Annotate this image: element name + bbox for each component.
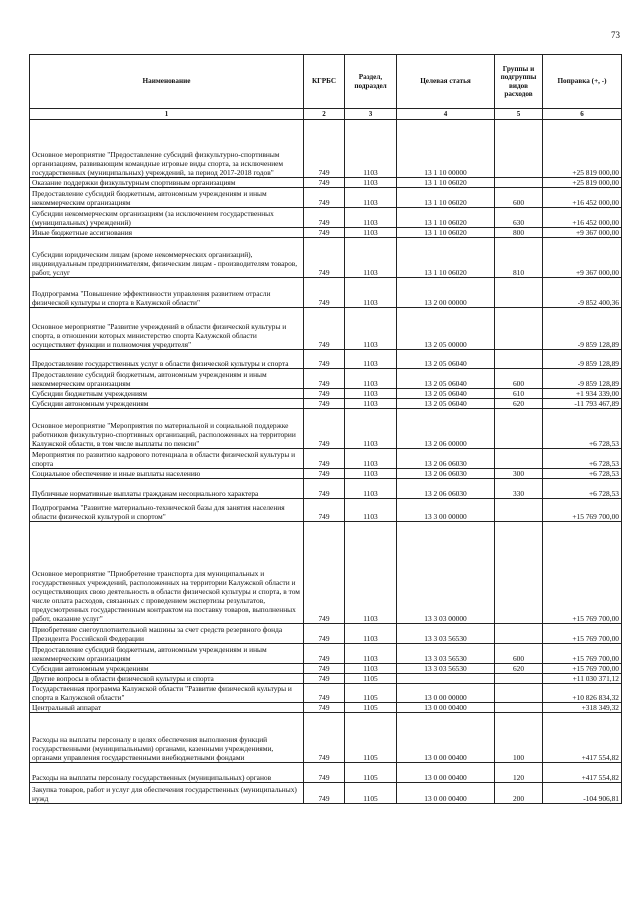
row-section: 1103 — [345, 522, 397, 624]
header-section: Раздел, подраздел — [345, 55, 397, 109]
budget-amendment-table — [29, 54, 622, 804]
row-section: 1103 — [345, 308, 397, 350]
table-row — [30, 499, 622, 522]
row-section: 1103 — [345, 278, 397, 308]
row-group — [495, 308, 543, 350]
row-section: 1103 — [345, 188, 397, 208]
row-kgrbs: 749 — [304, 308, 345, 350]
row-target: 13 0 00 00400 — [397, 703, 495, 713]
row-name: Предоставление субсидий бюджетным, автономным учреждениям и иным некоммерческим организациям — [30, 369, 304, 389]
row-name: Центральный аппарат — [30, 703, 304, 713]
table-row — [30, 369, 622, 389]
header-target: Целевая статья — [397, 55, 495, 109]
row-name: Предоставление субсидий бюджетным, автономным учреждениям и иным некоммерческим организациям — [30, 644, 304, 664]
row-group — [495, 703, 543, 713]
row-section: 1105 — [345, 713, 397, 763]
row-amount: +6 728,53 — [543, 469, 622, 479]
row-kgrbs: 749 — [304, 208, 345, 228]
row-amount: +9 367 000,00 — [543, 238, 622, 278]
table-row — [30, 783, 622, 804]
row-kgrbs: 749 — [304, 350, 345, 369]
page-number: 73 — [611, 30, 620, 40]
row-section: 1103 — [345, 399, 397, 409]
row-target: 13 0 00 00400 — [397, 763, 495, 783]
row-name: Предоставление субсидий бюджетным, автономным учреждениям и иным некоммерческим организациям — [30, 188, 304, 208]
row-group: 810 — [495, 238, 543, 278]
row-target — [397, 674, 495, 684]
row-section: 1103 — [345, 228, 397, 238]
row-amount: -9 859 128,89 — [543, 350, 622, 369]
table-row — [30, 278, 622, 308]
row-target: 13 0 00 00400 — [397, 783, 495, 804]
row-kgrbs: 749 — [304, 120, 345, 178]
row-section: 1103 — [345, 409, 397, 449]
row-name: Другие вопросы в области физической культуры и спорта — [30, 674, 304, 684]
row-kgrbs: 749 — [304, 783, 345, 804]
table-row — [30, 409, 622, 449]
row-kgrbs: 749 — [304, 763, 345, 783]
table-row — [30, 188, 622, 208]
row-group: 800 — [495, 228, 543, 238]
row-name: Субсидии некоммерческим организациям (за исключением государственных (муниципальных) учреждений) — [30, 208, 304, 228]
row-name: Основное мероприятие "Развитие учреждений в области физической культуры и спорта, в отношении которых министерство спорта Калужской области осуществляет функции и полномочия учредителя" — [30, 308, 304, 350]
row-group — [495, 350, 543, 369]
table-row — [30, 469, 622, 479]
table-row — [30, 308, 622, 350]
row-kgrbs: 749 — [304, 644, 345, 664]
row-target: 13 2 06 06030 — [397, 479, 495, 499]
row-kgrbs: 749 — [304, 228, 345, 238]
row-name: Социальное обеспечение и иные выплаты населению — [30, 469, 304, 479]
row-group — [495, 178, 543, 188]
table-row — [30, 763, 622, 783]
table-row — [30, 350, 622, 369]
row-amount: +417 554,82 — [543, 763, 622, 783]
row-group: 330 — [495, 479, 543, 499]
row-target: 13 2 05 06040 — [397, 389, 495, 399]
table-row — [30, 228, 622, 238]
row-amount: +10 826 834,32 — [543, 684, 622, 703]
row-name: Подпрограмма "Развитие материально-технической базы для занятия населения области физической культурой и спортом" — [30, 499, 304, 522]
row-amount: +15 769 700,00 — [543, 644, 622, 664]
row-target: 13 2 06 06030 — [397, 469, 495, 479]
row-name: Закупка товаров, работ и услуг для обеспечения государственных (муниципальных) нужд — [30, 783, 304, 804]
row-group: 610 — [495, 389, 543, 399]
colnum: 3 — [345, 109, 397, 120]
table-row — [30, 624, 622, 644]
row-target: 13 1 10 06020 — [397, 238, 495, 278]
row-kgrbs: 749 — [304, 703, 345, 713]
row-section: 1103 — [345, 238, 397, 278]
row-group: 100 — [495, 713, 543, 763]
row-group — [495, 278, 543, 308]
row-target: 13 1 10 06020 — [397, 178, 495, 188]
row-target: 13 3 03 56530 — [397, 624, 495, 644]
row-target: 13 3 03 56530 — [397, 664, 495, 674]
row-section: 1103 — [345, 664, 397, 674]
row-kgrbs: 749 — [304, 499, 345, 522]
row-target: 13 3 03 00000 — [397, 522, 495, 624]
row-name: Субсидии автономным учреждениям — [30, 664, 304, 674]
row-name: Субсидии автономным учреждениям — [30, 399, 304, 409]
row-name: Основное мероприятие "Мероприятия по материальной и социальной поддержке работников физкультурно-спортивных организаций, расположенных на территории Калужской области, в том числе выплаты по пенсии" — [30, 409, 304, 449]
row-name: Расходы на выплаты персоналу государственных (муниципальных) органов — [30, 763, 304, 783]
row-section: 1103 — [345, 350, 397, 369]
row-name: Публичные нормативные выплаты гражданам несоциального характера — [30, 479, 304, 499]
row-name: Подпрограмма "Повышение эффективности управления развитием отрасли физической культуры и спорта в Калужской области" — [30, 278, 304, 308]
row-name: Оказание поддержки физкультурным спортивным организациям — [30, 178, 304, 188]
row-group: 620 — [495, 664, 543, 674]
row-section: 1103 — [345, 469, 397, 479]
row-group: 200 — [495, 783, 543, 804]
row-amount: +15 769 700,00 — [543, 499, 622, 522]
row-amount: -9 852 400,36 — [543, 278, 622, 308]
row-section: 1103 — [345, 178, 397, 188]
row-kgrbs: 749 — [304, 188, 345, 208]
row-section: 1103 — [345, 449, 397, 469]
row-group: 120 — [495, 763, 543, 783]
row-amount: -9 859 128,89 — [543, 308, 622, 350]
row-kgrbs: 749 — [304, 409, 345, 449]
row-amount: +11 030 371,12 — [543, 674, 622, 684]
row-target: 13 0 00 00400 — [397, 713, 495, 763]
row-group: 300 — [495, 469, 543, 479]
row-kgrbs: 749 — [304, 399, 345, 409]
row-group — [495, 624, 543, 644]
row-kgrbs: 749 — [304, 369, 345, 389]
colnum: 6 — [543, 109, 622, 120]
row-kgrbs: 749 — [304, 389, 345, 399]
row-amount: +16 452 000,00 — [543, 188, 622, 208]
row-amount: +6 728,53 — [543, 449, 622, 469]
row-section: 1105 — [345, 674, 397, 684]
table-row — [30, 713, 622, 763]
row-target: 13 2 05 06040 — [397, 350, 495, 369]
row-group: 600 — [495, 644, 543, 664]
row-group — [495, 409, 543, 449]
row-name: Основное мероприятие "Предоставление субсидий физкультурно-спортивным организациям, развивающим командные игровые виды спорта, за исключением государственных (муниципальных) учреждений, за период 2017-2018 годов" — [30, 120, 304, 178]
row-group — [495, 120, 543, 178]
row-amount: +16 452 000,00 — [543, 208, 622, 228]
table-row — [30, 522, 622, 624]
row-target: 13 2 05 06040 — [397, 369, 495, 389]
row-name: Приобретение снегоуплотнительной машины за счет средств резервного фонда Президента Российской Федерации — [30, 624, 304, 644]
table-row — [30, 178, 622, 188]
row-kgrbs: 749 — [304, 178, 345, 188]
row-target: 13 1 10 06020 — [397, 228, 495, 238]
row-amount: +25 819 000,00 — [543, 178, 622, 188]
row-target: 13 0 00 00000 — [397, 684, 495, 703]
row-group: 630 — [495, 208, 543, 228]
table-row — [30, 389, 622, 399]
table-row — [30, 703, 622, 713]
row-amount: +15 769 700,00 — [543, 522, 622, 624]
row-kgrbs: 749 — [304, 278, 345, 308]
table-row — [30, 399, 622, 409]
row-section: 1103 — [345, 644, 397, 664]
row-kgrbs: 749 — [304, 449, 345, 469]
row-target: 13 1 10 00000 — [397, 120, 495, 178]
table-row — [30, 449, 622, 469]
row-name: Иные бюджетные ассигнования — [30, 228, 304, 238]
row-amount: +1 934 339,00 — [543, 389, 622, 399]
row-name: Мероприятия по развитию кадрового потенциала в области физической культуры и спорта — [30, 449, 304, 469]
table-row — [30, 120, 622, 178]
row-name: Расходы на выплаты персоналу в целях обеспечения выполнения функций государственными (муниципальными) органами, казенными учреждениями, органами управления государственными внебюджетными фондами — [30, 713, 304, 763]
row-section: 1103 — [345, 624, 397, 644]
row-name: Предоставление государственных услуг в области физической культуры и спорта — [30, 350, 304, 369]
row-kgrbs: 749 — [304, 479, 345, 499]
row-amount: +15 769 700,00 — [543, 624, 622, 644]
header-kgrbs: КГРБС — [304, 55, 345, 109]
header-group: Группы и подгруппы видов расходов — [495, 55, 543, 109]
table-row — [30, 664, 622, 674]
row-group — [495, 674, 543, 684]
row-kgrbs: 749 — [304, 713, 345, 763]
row-amount: +6 728,53 — [543, 479, 622, 499]
row-section: 1103 — [345, 208, 397, 228]
row-group — [495, 449, 543, 469]
colnum: 1 — [30, 109, 304, 120]
row-section: 1103 — [345, 479, 397, 499]
row-target: 13 1 10 06020 — [397, 208, 495, 228]
row-group: 620 — [495, 399, 543, 409]
row-group — [495, 684, 543, 703]
row-amount: +318 349,32 — [543, 703, 622, 713]
table-row — [30, 479, 622, 499]
row-section: 1105 — [345, 684, 397, 703]
table-row — [30, 684, 622, 703]
header-amendment: Поправка (+, -) — [543, 55, 622, 109]
row-target: 13 2 05 06040 — [397, 399, 495, 409]
table-row — [30, 674, 622, 684]
row-section: 1103 — [345, 389, 397, 399]
row-target: 13 3 00 00000 — [397, 499, 495, 522]
row-target: 13 1 10 06020 — [397, 188, 495, 208]
colnum: 5 — [495, 109, 543, 120]
row-kgrbs: 749 — [304, 674, 345, 684]
row-group — [495, 522, 543, 624]
row-section: 1103 — [345, 499, 397, 522]
row-target: 13 2 00 00000 — [397, 278, 495, 308]
row-name: Субсидии юридическим лицам (кроме некоммерческих организаций), индивидуальным предпринимателям, физическим лицам - производителям товаров, работ, услуг — [30, 238, 304, 278]
table-row — [30, 238, 622, 278]
row-name: Основное мероприятие "Приобретение транспорта для муниципальных и государственных учреждений, расположенных на территории Калужской области и осуществляющих свою деятельность в области физической культуры и спорта, в том числе оплата расходов, связанных с проведением экспертизы результатов, предусмотренных государственным контрактом на поставку товаров, выполненных работ, оказание услуг" — [30, 522, 304, 624]
row-amount: -104 906,81 — [543, 783, 622, 804]
row-kgrbs: 749 — [304, 624, 345, 644]
header-name: Наименование — [30, 55, 304, 109]
row-section: 1103 — [345, 369, 397, 389]
colnum: 2 — [304, 109, 345, 120]
row-target: 13 2 05 00000 — [397, 308, 495, 350]
row-amount: -9 859 128,89 — [543, 369, 622, 389]
row-kgrbs: 749 — [304, 238, 345, 278]
row-section: 1103 — [345, 120, 397, 178]
table-row — [30, 644, 622, 664]
row-group: 600 — [495, 369, 543, 389]
colnum: 4 — [397, 109, 495, 120]
row-amount: +15 769 700,00 — [543, 664, 622, 674]
row-amount: +6 728,53 — [543, 409, 622, 449]
row-name: Субсидии бюджетным учреждениям — [30, 389, 304, 399]
row-section: 1105 — [345, 703, 397, 713]
row-group — [495, 499, 543, 522]
row-section: 1105 — [345, 783, 397, 804]
row-section: 1105 — [345, 763, 397, 783]
row-amount: +417 554,82 — [543, 713, 622, 763]
row-name: Государственная программа Калужской области "Развитие физической культуры и спорта в Калужской области" — [30, 684, 304, 703]
row-kgrbs: 749 — [304, 522, 345, 624]
row-kgrbs: 749 — [304, 664, 345, 674]
row-target: 13 3 03 56530 — [397, 644, 495, 664]
row-amount: -11 793 467,89 — [543, 399, 622, 409]
row-target: 13 2 06 06030 — [397, 449, 495, 469]
row-kgrbs: 749 — [304, 684, 345, 703]
row-target: 13 2 06 00000 — [397, 409, 495, 449]
row-amount: +9 367 000,00 — [543, 228, 622, 238]
row-amount: +25 819 000,00 — [543, 120, 622, 178]
row-group: 600 — [495, 188, 543, 208]
row-kgrbs: 749 — [304, 469, 345, 479]
table-row — [30, 208, 622, 228]
